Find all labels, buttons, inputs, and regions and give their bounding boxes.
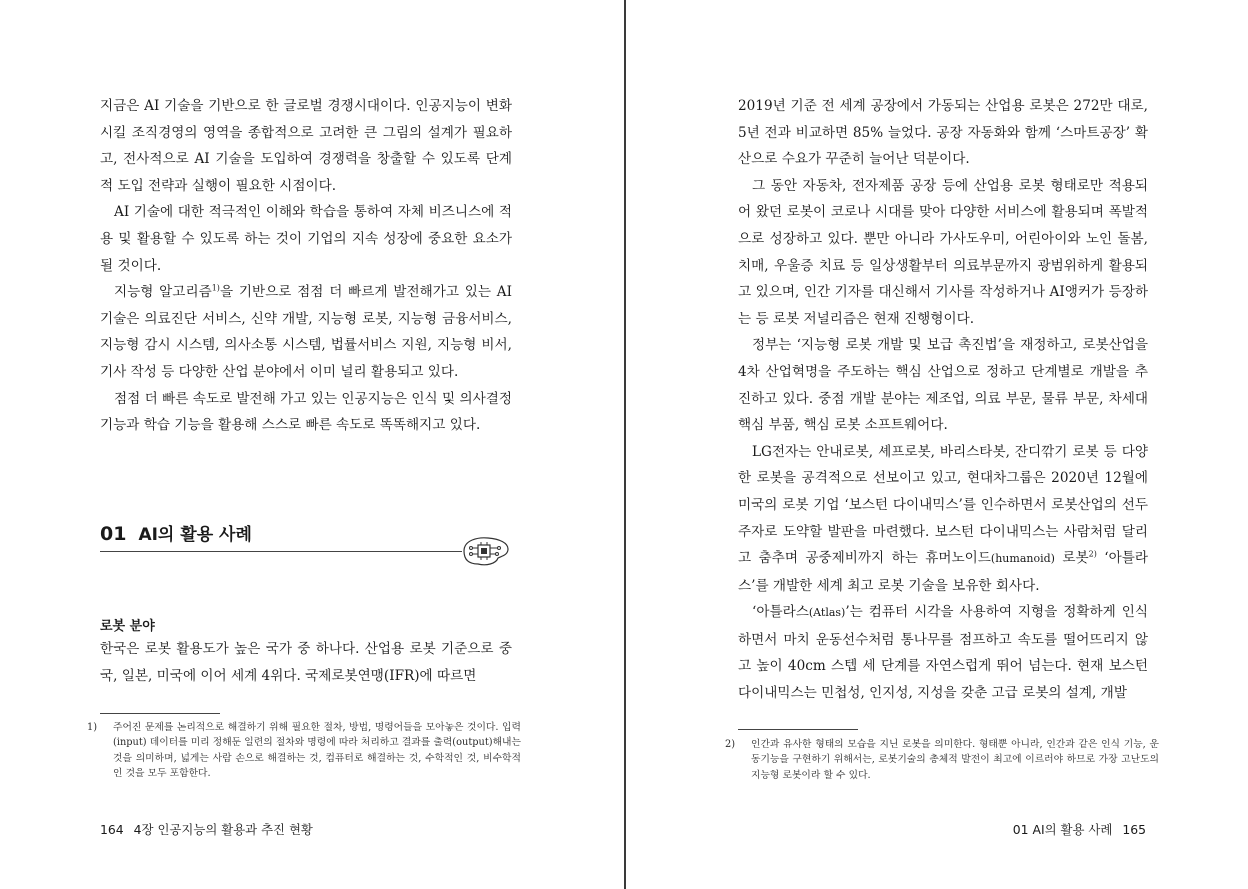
- section-number: 01: [100, 523, 127, 545]
- footnote-1-text: 주어진 문제를 논리적으로 해결하기 위해 필요한 절차, 방법, 명령어들을 모아놓은 것이다. 입력(input) 데이터를 미리 정해둔 일련의 절차와 명령에 따라 처리하고 결과를 출력(output)해내는 것을 의미하며, 넓게는 사람 손으로 해결하는 것, 컴퓨터로 해결하는 것, 수학적인 것, 비수학적인 것을 모두 포함한다.: [113, 722, 521, 780]
- footnote-rule: [738, 729, 858, 730]
- footnote-2: [725, 737, 1159, 783]
- footnote-2-text: 인간과 유사한 형태의 모습을 지닌 로봇을 의미한다. 형태뿐 아니라, 인간과 같은 인식 기능, 운동기능을 구현하기 위해서는, 로봇기술의 총체적 발전이 최고에 이르러야 하므로 가장 고난도의 지능형 로봇이라 할 수 있다.: [751, 739, 1159, 781]
- left-body-text: [100, 93, 512, 439]
- paragraph-3-rest: 을 기반으로 점점 더 빠르게 발전해가고 있는 AI 기술은 의료진단 서비스, 신약 개발, 지능형 로봇, 지능형 금융서비스, 지능형 감시 시스템, 의사소통 시스템, 법률서비스 지원, 지능형 비서, 기사 작성 등 다양한 산업 분야에서 이미 널리 활용되고 있다.: [100, 284, 512, 380]
- paragraph-2: AI 기술에 대한 적극적인 이해와 학습을 통하여 자체 비즈니스에 적용 및 활용할 수 있도록 하는 것이 기업의 지속 성장에 중요한 요소가 될 것이다.: [100, 204, 512, 274]
- footnote-1: [87, 720, 521, 782]
- footnote-ref-1: 1): [211, 283, 220, 293]
- paragraph-5-rest: ’는 컴퓨터 시각을 사용하여 지형을 정확하게 인식하면서 마치 운동선수처럼 통나무를 점프하고 속도를 떨어뜨리지 않고 높이 40cm 스텝 세 단계를 자연스럽게 뛰어 넘는다. 현재 보스턴 다이내믹스는 민첩성, 인지성, 지성을 갖춘 고급 로봇의 설계, 개발: [738, 604, 1148, 702]
- footnote-2-label: 2): [725, 739, 736, 750]
- right-body-text: [738, 93, 1148, 707]
- paragraph-3: [100, 279, 512, 385]
- paragraph-3-start: 지능형 알고리즘: [114, 284, 212, 301]
- paragraph-2: 그 동안 자동차, 전자제품 공장 등에 산업용 로봇 형태로만 적용되어 왔던 로봇이 코로나 시대를 맞아 다양한 서비스에 활용되며 폭발적으로 성장하고 있다. 뿐만 아니라 가사도우미, 어린아이와 노인 돌봄, 치매, 우울증 치료 등 일상생활부터 의료부문까지 광범위하게 활용되고 있으며, 인간 기자를 대신해서 기사를 작성하거나 AI앵커가 등장하는 등 로봇 저널리즘은 현재 진행형이다.: [738, 177, 1148, 327]
- paragraph-1: 2019년 기준 전 세계 공장에서 가동되는 산업용 로봇은 272만 대로, 5년 전과 비교하면 85% 늘었다. 공장 자동화와 함께 ‘스마트공장’ 확산으로 수요가 꾸준히 늘어난 덕분이다.: [738, 98, 1148, 168]
- paragraph-5-start: ‘아틀라스: [752, 604, 809, 621]
- paragraph-4: 점점 더 빠른 속도로 발전해 가고 있는 인공지능은 인식 및 의사결정 기능과 학습 기능을 활용해 스스로 빠른 속도로 똑똑해지고 있다.: [100, 390, 512, 434]
- paragraph-5-block: [100, 636, 512, 689]
- paragraph-3: 정부는 ‘지능형 로봇 개발 및 보급 촉진법’을 재정하고, 로봇산업을 4차 산업혁명을 주도하는 핵심 산업으로 정하고 단계별로 개발을 추진하고 있다. 중점 개발 분야는 제조업, 의료 부문, 물류 부문, 차세대 핵심 부품, 핵심 로봇 소프트웨어다.: [738, 337, 1148, 434]
- page-number: 165: [1122, 822, 1146, 837]
- paragraph-4-start: LG전자는 안내로봇, 셰프로봇, 바리스타봇, 잔디깎기 로봇 등 다양한 로봇을 공격적으로 선보이고 있고, 현대차그룹은 2020년 12월에 미국의 로봇 기업 ‘보스턴 다이내믹스’를 인수하면서 로봇산업의 선두주자로 도약할 발판을 마련했다. 보스턴 다이내믹스는 사람처럼 달리고 춤추며 공중제비까지 하는 휴머노이드: [738, 443, 1148, 567]
- section-rule: [100, 551, 462, 552]
- section-heading: [100, 520, 252, 545]
- paragraph-4-paren: (humanoid): [990, 552, 1055, 566]
- paragraph-4: [738, 439, 1148, 600]
- paragraph-4-mid: 로봇: [1054, 550, 1089, 567]
- paragraph-1: 지금은 AI 기술을 기반으로 한 글로벌 경쟁시대이다. 인공지능이 변화시킬 조직경영의 영역을 종합적으로 고려한 큰 그림의 설계가 필요하고, 전사적으로 AI 기술을 도입하여 경쟁력을 창출할 수 있도록 단계적 도입 전략과 실행이 필요한 시점이다.: [100, 98, 512, 194]
- chapter-title: 4장 인공지능의 활용과 추진 현황: [133, 822, 313, 837]
- subheading: 로봇 분야: [100, 619, 155, 634]
- paragraph-5-paren: (Atlas): [808, 606, 846, 620]
- paragraph-5: [738, 599, 1148, 706]
- paragraph-5: 한국은 로봇 활용도가 높은 국가 중 하나다. 산업용 로봇 기준으로 중국, 일본, 미국에 이어 세계 4위다. 국제로봇연맹(IFR)에 따르면: [100, 641, 512, 684]
- footnote-rule: [100, 713, 220, 714]
- footnote-ref-2: 2): [1088, 549, 1097, 559]
- chapter-title: 01 AI의 활용 사례: [1012, 822, 1113, 837]
- circuit-chip-icon: [458, 534, 512, 568]
- left-footer: [100, 820, 313, 838]
- right-footer: [1013, 820, 1146, 838]
- paragraph-4-end: ‘아틀라스’를 개발한 세계 최고 로봇 기술을 보유한 회사다.: [738, 550, 1148, 594]
- footnote-1-label: 1): [87, 722, 98, 733]
- section-title: AI의 활용 사례: [138, 525, 252, 545]
- right-page: [626, 0, 1248, 889]
- page-number: 164: [100, 822, 124, 837]
